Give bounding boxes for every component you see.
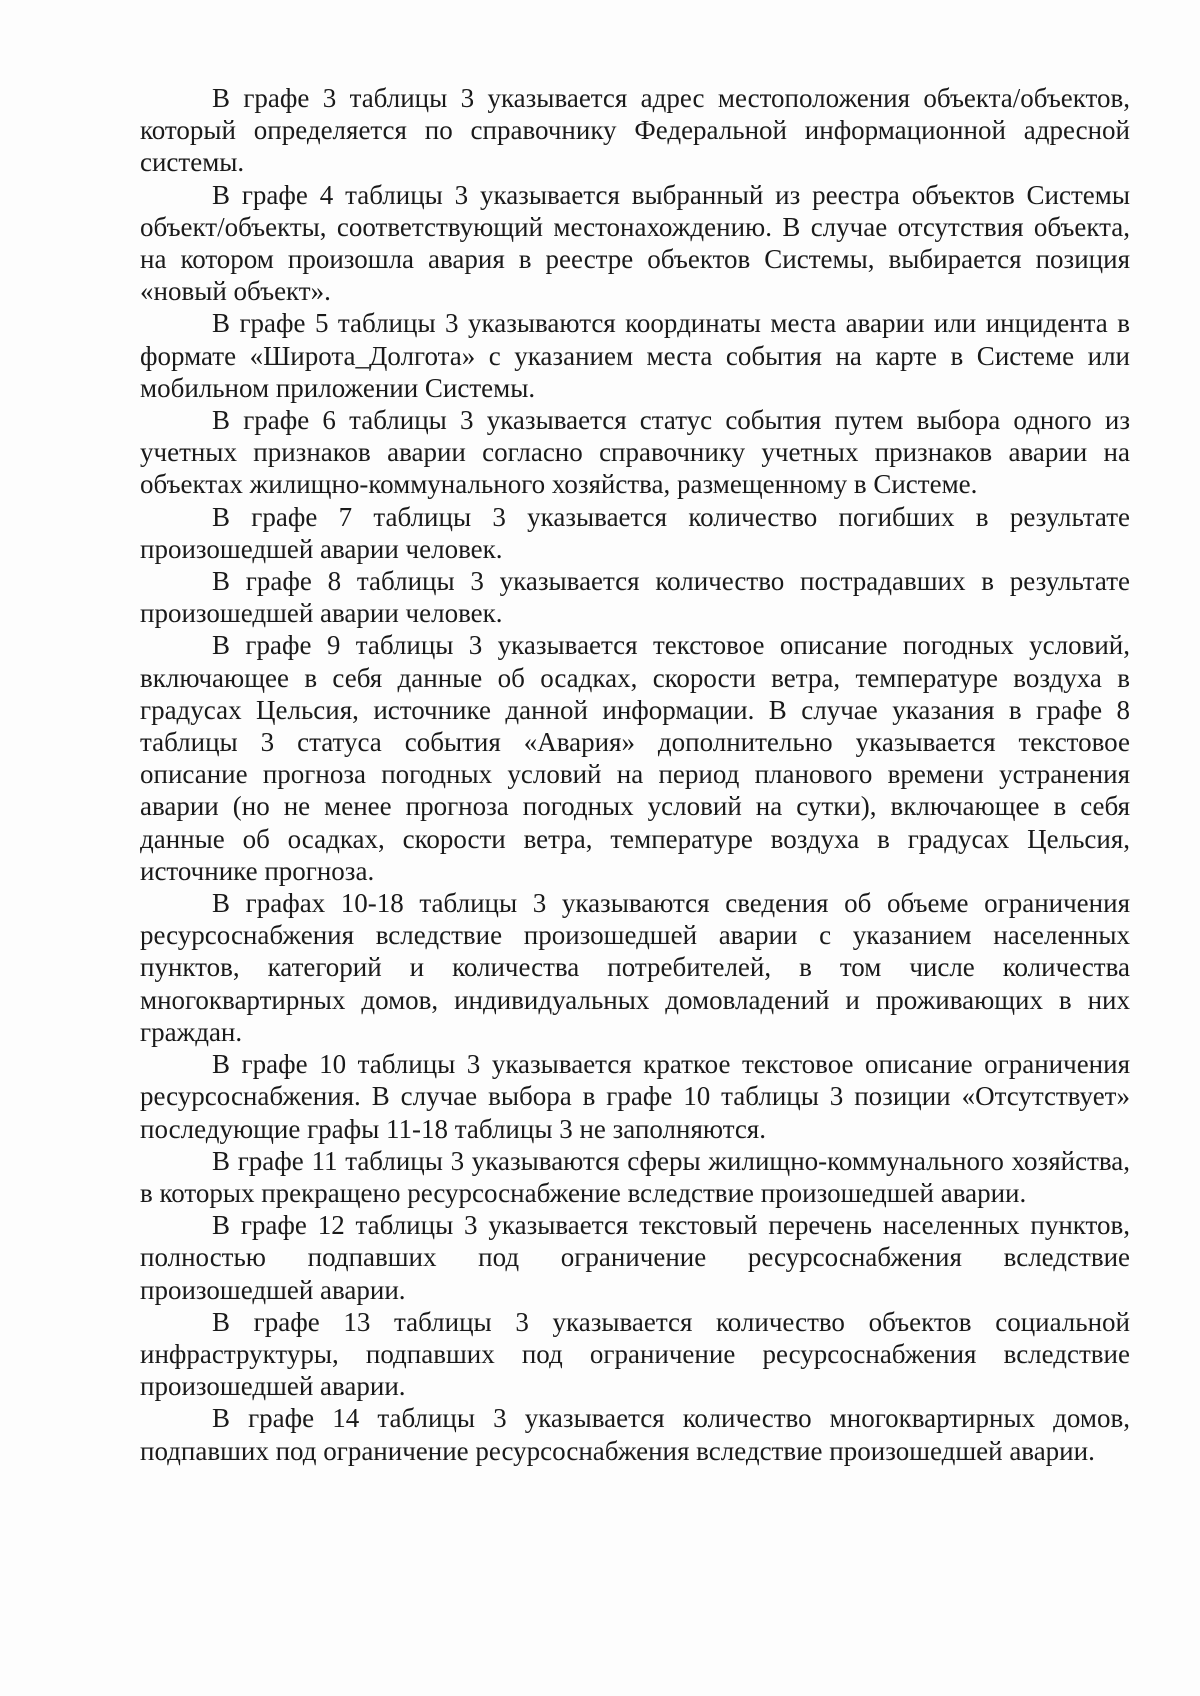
paragraph-graph-10: В графе 10 таблицы 3 указывается краткое текстовое описание ограничения ресурсоснабжения. В случае выбора в графе 10 таблицы 3 позиции «Отсутствует» последующие графы 11-18 таблицы 3 не заполняются. <box>140 1049 1130 1144</box>
paragraph-graph-14: В графе 14 таблицы 3 указывается количество многоквартирных домов, подпавших под ограничение ресурсоснабжения вследствие произошедшей аварии. <box>140 1403 1130 1466</box>
paragraph-graph-3: В графе 3 таблицы 3 указывается адрес местоположения объекта/объектов, который определяется по справочнику Федеральной информационной адресной системы. <box>140 83 1130 178</box>
paragraph-graph-6: В графе 6 таблицы 3 указывается статус события путем выбора одного из учетных признаков аварии согласно справочнику учетных признаков аварии на объектах жилищно-коммунального хозяйства, размещенному в Системе. <box>140 405 1130 500</box>
document-body <box>140 82 1130 1467</box>
paragraph-graph-12: В графе 12 таблицы 3 указывается текстовый перечень населенных пунктов, полностью подпавших под ограничение ресурсоснабжения вследствие произошедшей аварии. <box>140 1210 1130 1305</box>
paragraph-graph-4: В графе 4 таблицы 3 указывается выбранный из реестра объектов Системы объект/объекты, соответствующий местонахождению. В случае отсутствия объекта, на котором произошла авария в реестре объектов Системы, выбирается позиция «новый объект». <box>140 179 1130 307</box>
paragraph-graph-5: В графе 5 таблицы 3 указываются координаты места аварии или инцидента в формате «Широта_Долгота» с указанием места события на карте в Системе или мобильном приложении Системы. <box>140 308 1130 403</box>
paragraph-graph-9: В графе 9 таблицы 3 указывается текстовое описание погодных условий, включающее в себя данные об осадках, скорости ветра, температуре воздуха в градусах Цельсия, источнике данной информации. В случае указания в графе 8 таблицы 3 статуса события «Авария» дополнительно указывается текстовое описание прогноза погодных условий на период планового времени устранения аварии (но не менее прогноза погодных условий на сутки), включающее в себя данные об осадках, скорости ветра, температуре воздуха в градусах Цельсия, источнике прогноза. <box>140 630 1130 886</box>
paragraph-graph-7: В графе 7 таблицы 3 указывается количество погибших в результате произошедшей аварии человек. <box>140 501 1130 564</box>
paragraph-graph-11: В графе 11 таблицы 3 указываются сферы жилищно-коммунального хозяйства, в которых прекращено ресурсоснабжение вследствие произошедшей аварии. <box>140 1145 1130 1208</box>
paragraph-graph-8: В графе 8 таблицы 3 указывается количество пострадавших в результате произошедшей аварии человек. <box>140 566 1130 629</box>
paragraph-graph-13: В графе 13 таблицы 3 указывается количество объектов социальной инфраструктуры, подпавших под ограничение ресурсоснабжения вследствие произошедшей аварии. <box>140 1306 1130 1402</box>
paragraph-graphs-10-18: В графах 10-18 таблицы 3 указываются сведения об объеме ограничения ресурсоснабжения вследствие произошедшей аварии с указанием населенных пунктов, категорий и количества потребителей, в том числе количества многоквартирных домов, индивидуальных домовладений и проживающих в них граждан. <box>140 888 1130 1047</box>
